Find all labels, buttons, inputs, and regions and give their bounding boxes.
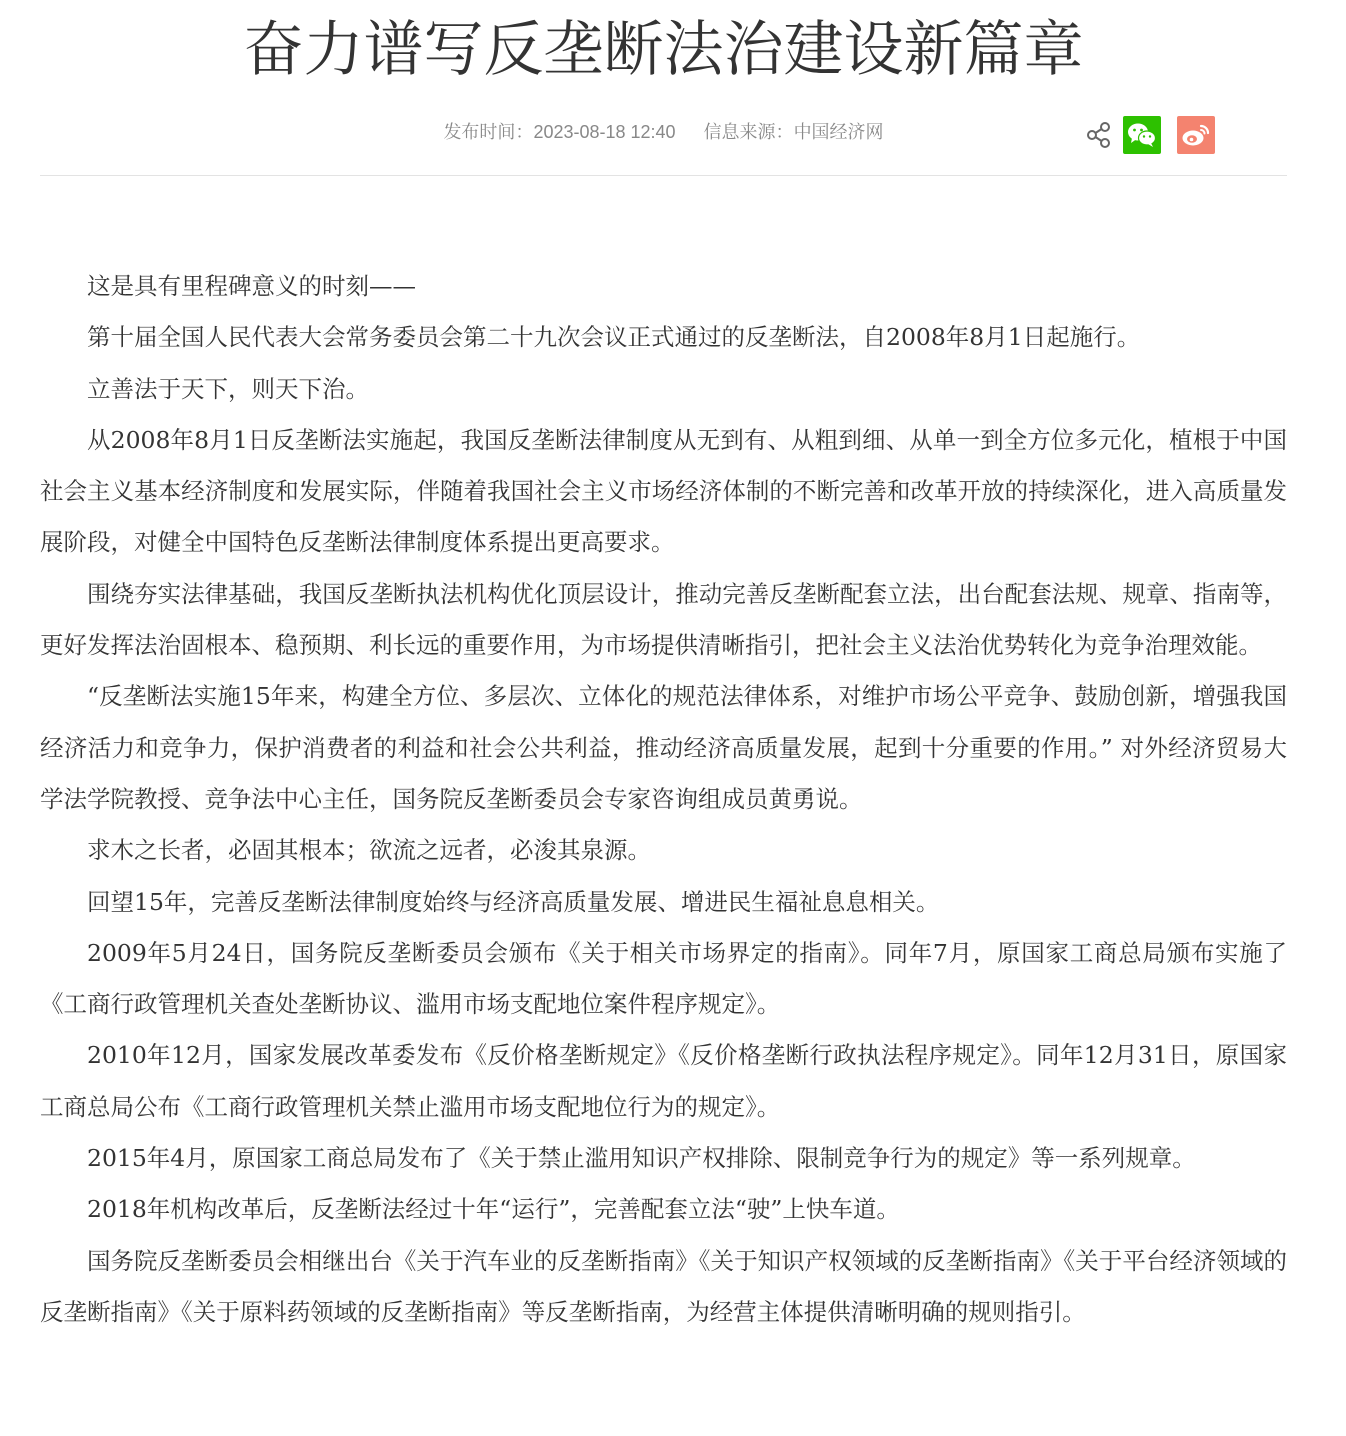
wechat-share-button[interactable] xyxy=(1123,116,1161,154)
paragraph: 从2008年8月1日反垄断法实施起，我国反垄断法律制度从无到有、从粗到细、从单一到全方位多元化，植根于中国社会主义基本经济制度和发展实际，伴随着我国社会主义市场经济体制的不断完善和改革开放的持续深化，进入高质量发展阶段，对健全中国特色反垄断法律制度体系提出更高要求。 xyxy=(40,425,1287,557)
paragraph: 第十届全国人民代表大会常务委员会第二十九次会议正式通过的反垄断法，自2008年8月1日起施行。 xyxy=(87,323,1141,352)
paragraph: “反垄断法实施15年来，构建全方位、多层次、立体化的规范法律体系，对维护市场公平竞争、鼓励创新，增强我国经济活力和竞争力，保护消费者的利益和社会公共利益，推动经济高质量发展，起到十分重要的作用。” 对外经济贸易大学法学院教授、竞争法中心主任，国务院反垄断委员会专家咨询组成员黄勇说。 xyxy=(40,682,1287,813)
article-meta-row xyxy=(40,100,1287,160)
article-body xyxy=(40,261,1287,1338)
article xyxy=(40,0,1287,1338)
paragraph: 国务院反垄断委员会相继出台《关于汽车业的反垄断指南》《关于知识产权领域的反垄断指南》《关于平台经济领域的反垄断指南》《关于原料药领域的反垄断指南》等反垄断指南，为经营主体提供清晰明确的规则指引。 xyxy=(40,1246,1287,1326)
header-divider xyxy=(40,175,1287,176)
paragraph: 2015年4月，原国家工商总局发布了《关于禁止滥用知识产权排除、限制竞争行为的规定》等一系列规章。 xyxy=(87,1144,1196,1173)
share-toolbar xyxy=(1085,116,1215,154)
wechat-icon xyxy=(1127,122,1157,148)
article-title: 奋力谱写反垄断法治建设新篇章 xyxy=(243,15,1084,85)
share-icon[interactable] xyxy=(1085,121,1113,149)
paragraph: 2018年机构改革后，反垄断法经过十年“运行”，完善配套立法“驶”上快车道。 xyxy=(87,1195,900,1224)
source-name: 中国经济网 xyxy=(793,122,884,142)
paragraph: 回望15年，完善反垄断法律制度始终与经济高质量发展、增进民生福祉息息相关。 xyxy=(87,887,940,916)
paragraph: 求木之长者，必固其根本；欲流之远者，必浚其泉源。 xyxy=(87,836,651,865)
paragraph: 这是具有里程碑意义的时刻—— xyxy=(87,272,416,300)
source-label: 信息来源： xyxy=(703,122,794,142)
paragraph: 立善法于天下，则天下治。 xyxy=(87,374,369,403)
weibo-share-button[interactable] xyxy=(1177,116,1215,154)
publish-time: 2023-08-18 12:40 xyxy=(533,122,676,142)
publish-time-label: 发布时间： xyxy=(443,122,534,142)
paragraph: 围绕夯实法律基础，我国反垄断执法机构优化顶层设计，推动完善反垄断配套立法，出台配套法规、规章、指南等，更好发挥法治固根本、稳预期、利长远的重要作用，为市场提供清晰指引，把社会主义法治优势转化为竞争治理效能。 xyxy=(40,579,1287,660)
weibo-icon xyxy=(1181,122,1211,148)
paragraph: 2009年5月24日，国务院反垄断委员会颁布《关于相关市场界定的指南》。同年7月，原国家工商总局颁布实施了《工商行政管理机关查处垄断协议、滥用市场支配地位案件程序规定》。 xyxy=(40,938,1287,1019)
paragraph: 2010年12月，国家发展改革委发布《反价格垄断规定》《反价格垄断行政执法程序规定》。同年12月31日，原国家工商总局公布《工商行政管理机关禁止滥用市场支配地位行为的规定》。 xyxy=(40,1041,1287,1121)
